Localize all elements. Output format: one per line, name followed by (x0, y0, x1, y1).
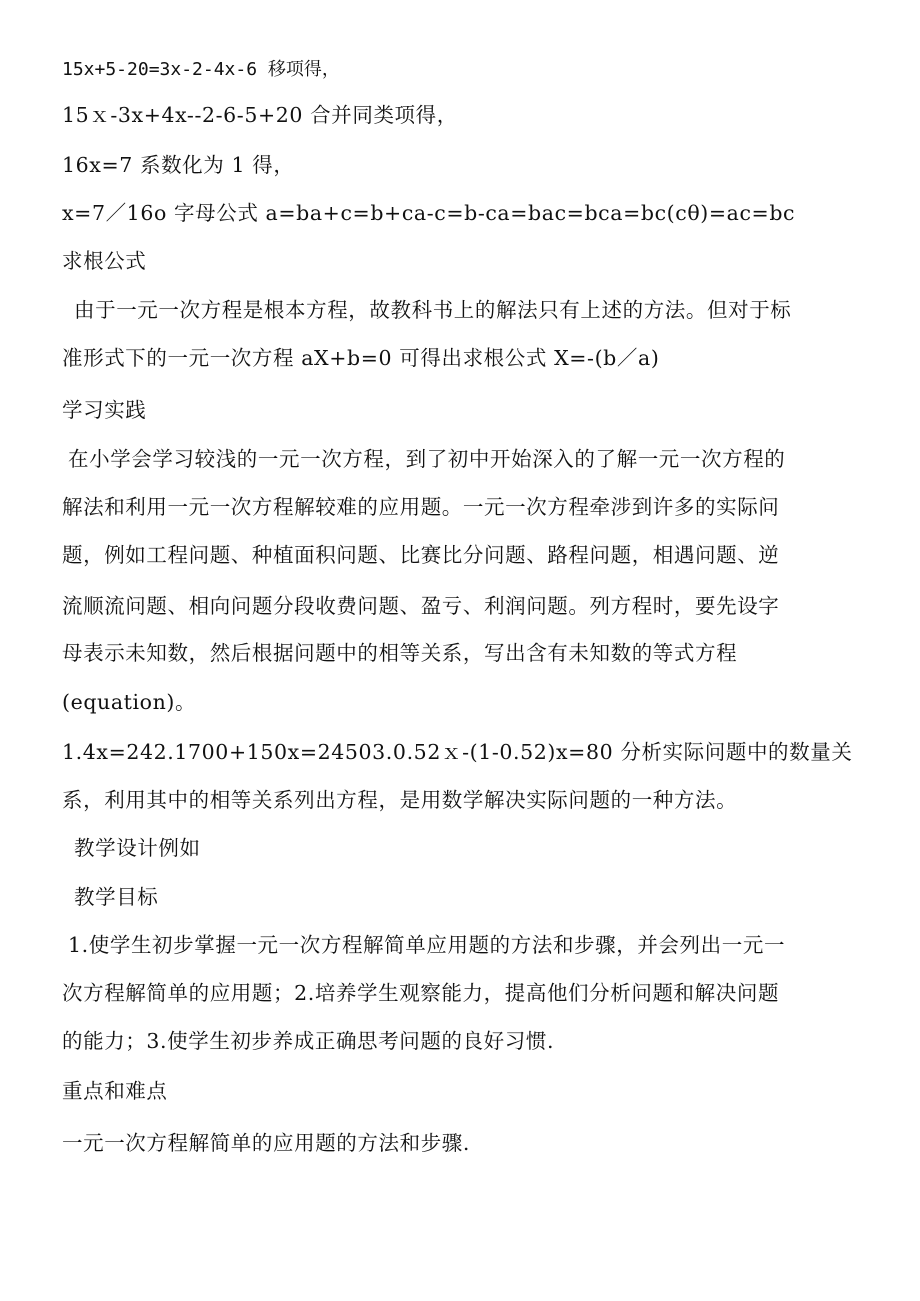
paragraph-line: 流顺流问题、相向问题分段收费问题、盈亏、利润问题。列方程时，要先设字 (62, 594, 780, 618)
paragraph-line: 1.4x=242.1700+150x=24503.0.52ｘ-(1-0.52)x=80 分析实际问题中的数量关 (62, 740, 853, 764)
paragraph-line: 在小学会学习较浅的一元一次方程，到了初中开始深入的了解一元一次方程的 (68, 447, 786, 471)
paragraph-line: 由于一元一次方程是根本方程，故教科书上的解法只有上述的方法。但对于标 (74, 298, 792, 322)
section-heading-teaching-goals: 教学目标 (74, 885, 159, 909)
paragraph-line: 题，例如工程问题、种植面积问题、比赛比分问题、路程问题，相遇问题、逆 (62, 543, 780, 567)
equation-step-combine: 15ｘ-3x+4x--2-6-5+20 合并同类项得， (62, 103, 458, 127)
paragraph-line: 解法和利用一元一次方程解较难的应用题。一元一次方程牵涉到许多的实际问 (62, 495, 780, 519)
section-heading-teaching-design: 教学设计例如 (74, 836, 201, 860)
paragraph-line: 准形式下的一元一次方程 aX+b=0 可得出求根公式 X=-(b／a) (62, 346, 660, 370)
equation-step-transpose: 15x+5-20=3x-2-4x-6 移项得， (62, 59, 340, 80)
paragraph-line: 1.使学生初步掌握一元一次方程解简单应用题的方法和步骤，并会列出一元一 (68, 933, 786, 957)
paragraph-line: (equation)。 (62, 690, 197, 714)
paragraph-line: 系，利用其中的相等关系列出方程，是用数学解决实际问题的一种方法。 (62, 788, 738, 812)
section-heading-root-formula: 求根公式 (62, 249, 147, 273)
paragraph-line: 次方程解简单的应用题；2.培养学生观察能力，提高他们分析问题和解决问题 (62, 981, 780, 1005)
section-heading-practice: 学习实践 (62, 398, 147, 422)
paragraph-line: 的能力；3.使学生初步养成正确思考问题的良好习惯. (62, 1029, 555, 1053)
paragraph-line: 母表示未知数，然后根据问题中的相等关系，写出含有未知数的等式方程 (62, 641, 738, 665)
equation-step-coefficient: 16x=7 系数化为 1 得， (62, 153, 295, 177)
paragraph-line: 一元一次方程解简单的应用题的方法和步骤. (62, 1131, 471, 1155)
section-heading-key-points: 重点和难点 (62, 1079, 168, 1103)
equation-result-formula: x=7／16o 字母公式 a=ba+c=b+ca-c=b-ca=bac=bca=bc(cθ)=ac=bc (62, 201, 796, 225)
